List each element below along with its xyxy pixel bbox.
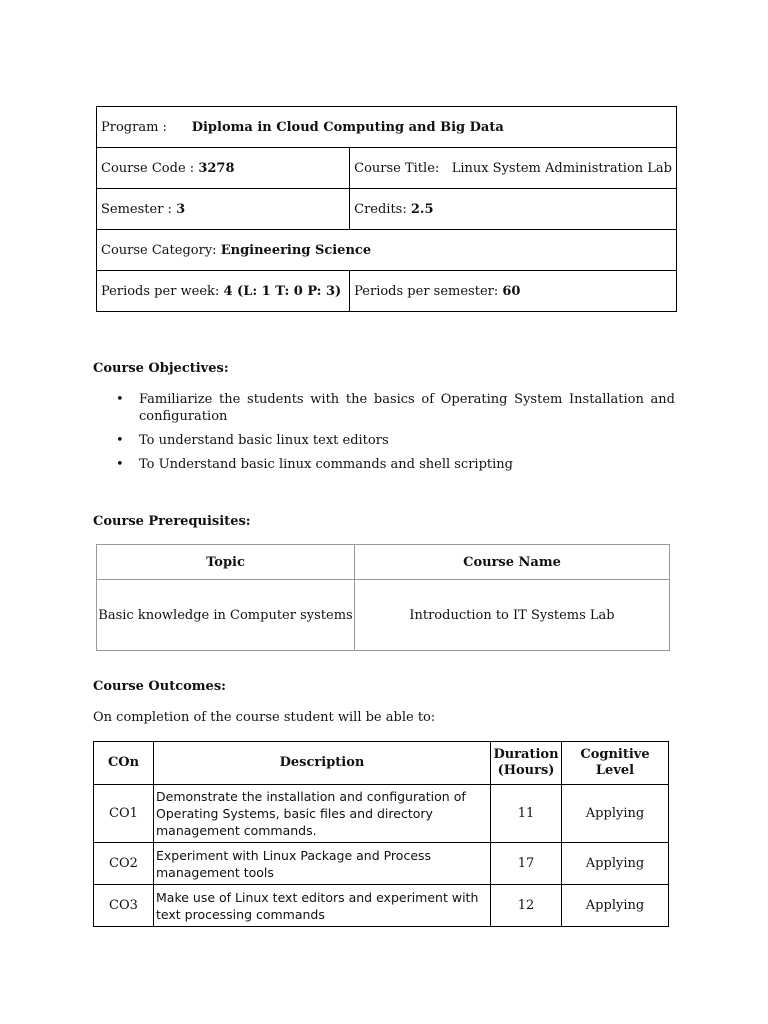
credits-value: 2.5 <box>410 201 434 217</box>
objectives-list <box>110 391 675 480</box>
list-item: • To understand basic linux text editors <box>110 432 675 449</box>
table-header-row <box>97 545 670 580</box>
category-value: Engineering Science <box>220 242 372 258</box>
column-header-con: COn <box>94 742 154 785</box>
program-label: Program : <box>101 119 167 135</box>
prerequisites-heading: Course Prerequisites: <box>93 514 251 529</box>
course-title-value: Linux System Administration Lab <box>451 160 672 176</box>
column-header-description: Description <box>154 742 491 785</box>
objectives-heading: Course Objectives: <box>93 361 229 376</box>
duration-cell: 17 <box>491 843 562 885</box>
level-cell: Applying <box>562 785 669 843</box>
course-title-cell <box>350 148 677 189</box>
column-header-cognitive-level: Cognitive Level <box>562 742 669 785</box>
periods-week-label: Periods per week: <box>101 283 220 299</box>
semester-label: Semester : <box>101 201 172 217</box>
column-header-duration: Duration (Hours) <box>491 742 562 785</box>
outcomes-heading: Course Outcomes: <box>93 679 226 694</box>
table-row <box>94 885 669 927</box>
category-label: Course Category: <box>101 242 217 258</box>
course-code-row <box>97 148 677 189</box>
level-cell: Applying <box>562 885 669 927</box>
table-row <box>94 843 669 885</box>
table-header-row <box>94 742 669 785</box>
description-cell: Experiment with Linux Package and Process management tools <box>154 843 491 885</box>
course-code-cell <box>97 148 350 189</box>
description-cell: Demonstrate the installation and configuration of Operating Systems, basic files and directory management commands. <box>154 785 491 843</box>
credits-cell <box>350 189 677 230</box>
category-row <box>97 230 677 271</box>
table-row <box>97 580 670 651</box>
co-cell: CO3 <box>94 885 154 927</box>
periods-week-value: 4 (L: 1 T: 0 P: 3) <box>223 283 342 299</box>
program-cell <box>97 107 677 148</box>
category-cell <box>97 230 677 271</box>
semester-row <box>97 189 677 230</box>
periods-semester-label: Periods per semester: <box>354 283 499 299</box>
co-cell: CO1 <box>94 785 154 843</box>
table-row <box>94 785 669 843</box>
program-row <box>97 107 677 148</box>
outcomes-table <box>93 741 669 927</box>
periods-week-cell <box>97 271 350 312</box>
course-code-label: Course Code : <box>101 160 195 176</box>
periods-row <box>97 271 677 312</box>
co-cell: CO2 <box>94 843 154 885</box>
periods-semester-cell <box>350 271 677 312</box>
prereq-course-cell: Introduction to IT Systems Lab <box>355 580 670 651</box>
course-code-value: 3278 <box>198 160 235 176</box>
course-title-label: Course Title: <box>354 160 440 176</box>
list-item: • Familiarize the students with the basics of Operating System Installation and configuration <box>110 391 675 425</box>
prerequisites-table <box>96 544 670 651</box>
duration-cell: 11 <box>491 785 562 843</box>
column-header-course-name: Course Name <box>355 545 670 580</box>
credits-label: Credits: <box>354 201 407 217</box>
description-cell: Make use of Linux text editors and experiment with text processing commands <box>154 885 491 927</box>
semester-value: 3 <box>176 201 186 217</box>
outcomes-intro: On completion of the course student will be able to: <box>93 710 436 725</box>
course-info-table <box>96 106 677 312</box>
level-cell: Applying <box>562 843 669 885</box>
column-header-topic: Topic <box>97 545 355 580</box>
list-item: • To Understand basic linux commands and shell scripting <box>110 456 675 473</box>
program-value: Diploma in Cloud Computing and Big Data <box>191 119 504 135</box>
semester-cell <box>97 189 350 230</box>
periods-semester-value: 60 <box>502 283 521 299</box>
prereq-topic-cell: Basic knowledge in Computer systems <box>97 580 355 651</box>
duration-cell: 12 <box>491 885 562 927</box>
